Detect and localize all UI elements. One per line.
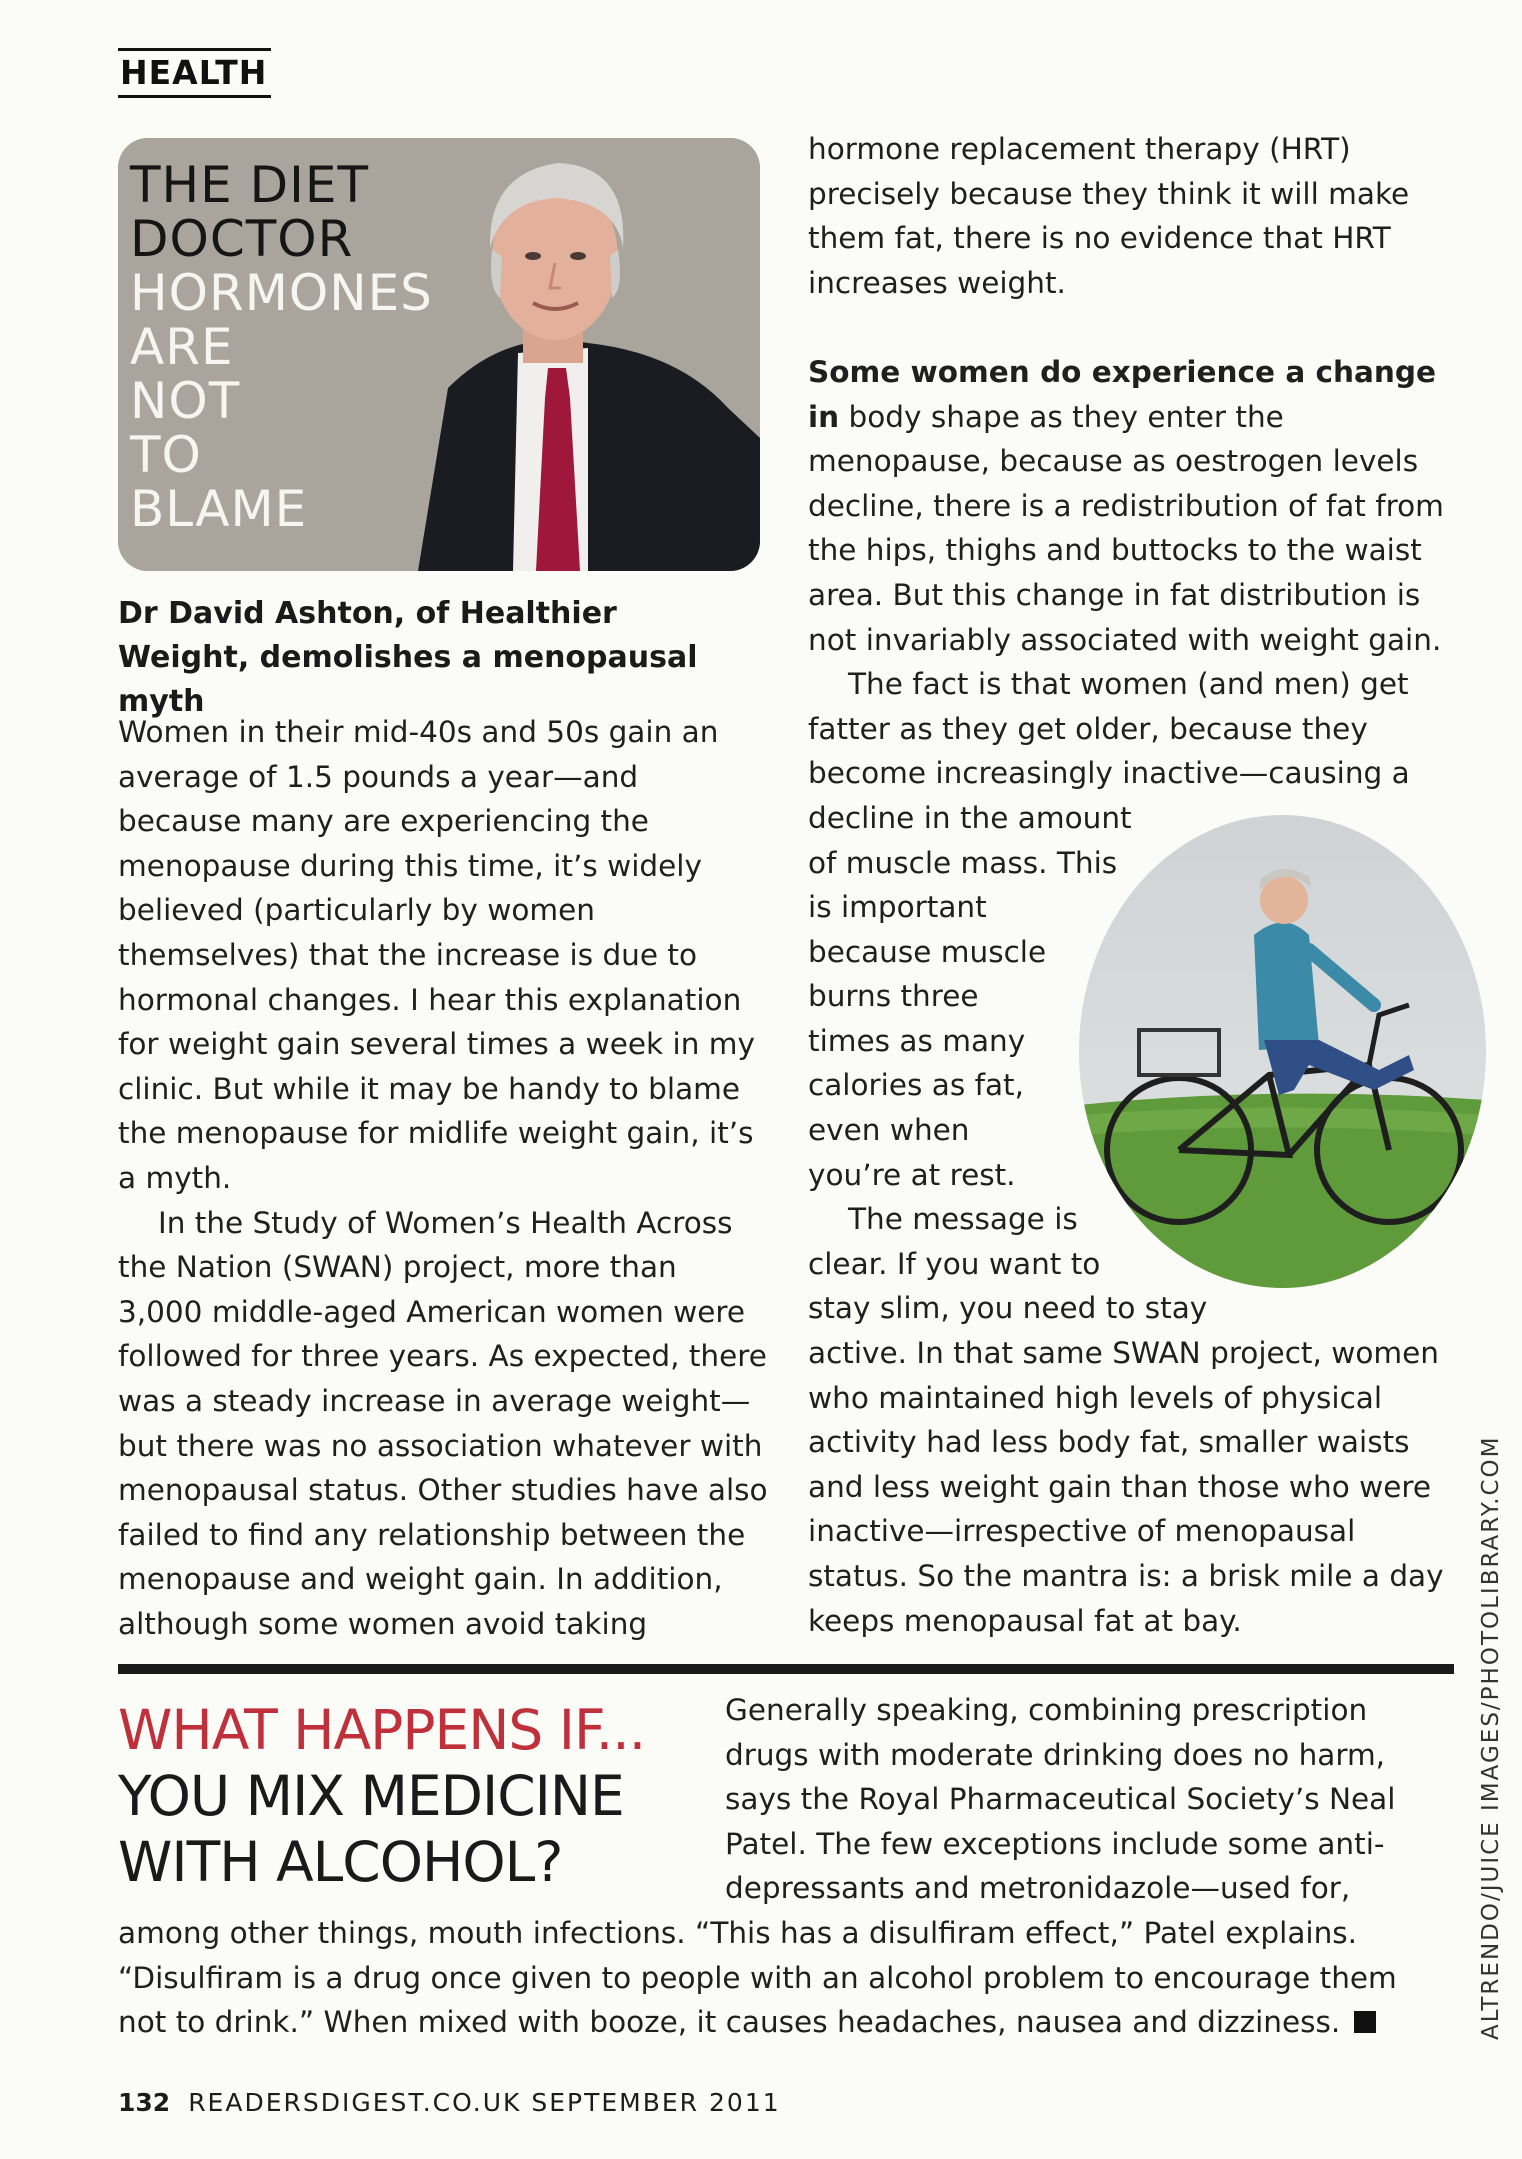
sidebar-text-bottom (118, 1911, 1448, 2045)
body-line: Generally speaking, combining prescription (725, 1693, 1368, 1727)
body-line: is important (808, 890, 987, 925)
body-text: body shape as they enter the menopause, because as oestrogen levels decline, there is a redistribution of fat from the hips, thighs and buttocks to the waist area. But this change in fat distribution is not invariably associated with weight gain. (808, 399, 1444, 657)
body-line: depressants and metronidazole—used for, (725, 1871, 1351, 1906)
body-line: among other things, mouth infections. “This has a disulfiram effect,” Patel explains. (118, 1916, 1358, 1950)
body-paragraph: hormone replacement therapy (HRT) precisely because they think it will make them fat, there is no evidence that HRT increases weight. (808, 132, 1410, 300)
cyclist-photo (1079, 815, 1486, 1288)
article-deck: Dr David Ashton, of Healthier Weight, demolishes a menopausal myth (118, 596, 698, 719)
photo-credit: ALTRENDO/JUICE IMAGES/PHOTOLIBRARY.COM (1478, 1435, 1504, 2040)
body-line: drugs with moderate drinking does no harm, (725, 1737, 1386, 1772)
body-paragraph (808, 350, 1458, 662)
body-line: decline in the amount (808, 800, 1132, 835)
body-paragraph: In the Study of Women’s Health Across the Nation (SWAN) project, more than 3,000 middle-aged American women were followed for three years. As expected, there was a steady increase in average weight—but there was no association whatever with menopausal status. Other studies have also failed to find any relationship between the menopause and weight gain. In addition, although some women avoid taking (118, 1205, 768, 1641)
page-footer (118, 2088, 781, 2117)
body-line: become increasingly inactive—causing a (808, 756, 1410, 791)
body-line: of muscle mass. This (808, 845, 1118, 880)
body-line: active. In that same SWAN project, women (808, 1336, 1439, 1371)
left-column (118, 710, 768, 1646)
publication-line: READERSDIGEST.CO.UK SEPTEMBER 2011 (188, 2088, 781, 2117)
sidebar-headline-red: WHAT HAPPENS IF... (118, 1698, 646, 1762)
body-line: Patel. The few exceptions include some anti- (725, 1826, 1385, 1861)
body-line: fatter as they get older, because they (808, 711, 1368, 746)
hero-title-line: HORMONES (130, 264, 433, 322)
body-line: who maintained high levels of physical (808, 1380, 1383, 1415)
sidebar-headline-line: WITH ALCOHOL? (118, 1830, 563, 1894)
section-divider (118, 1664, 1454, 1674)
page-number: 132 (118, 2088, 171, 2117)
body-line: times as many (808, 1023, 1026, 1058)
body-line: you’re at rest. (808, 1157, 1016, 1192)
hero-title-line: DOCTOR (130, 210, 354, 268)
hero-title-line: NOT (130, 372, 241, 430)
body-line: even when (808, 1113, 970, 1148)
body-line: The fact is that women (and men) get (848, 667, 1409, 702)
hero-title-line: BLAME (130, 480, 308, 538)
body-line: keeps menopausal fat at bay. (808, 1603, 1242, 1638)
body-line: stay slim, you need to stay (808, 1291, 1208, 1326)
paragraph-gap (808, 305, 1458, 350)
body-line: and less weight gain than those who were (808, 1469, 1432, 1504)
sidebar-headline-line: YOU MIX MEDICINE (118, 1764, 624, 1828)
end-square-icon (1354, 2011, 1376, 2033)
body-line (118, 2000, 1448, 2045)
body-line: burns three (808, 979, 979, 1014)
body-line: status. So the mantra is: a brisk mile a day (808, 1559, 1444, 1593)
body-line: inactive—irrespective of menopausal (808, 1514, 1356, 1549)
lead-in: Some women do experience a change in (808, 354, 1437, 434)
body-line: calories as fat, (808, 1068, 1024, 1103)
body-line: says the Royal Pharmaceutical Society’s Neal (725, 1782, 1396, 1817)
body-line: because muscle (808, 934, 1047, 969)
section-label: HEALTH (118, 48, 271, 98)
hero-title-line: THE DIET (130, 156, 370, 214)
body-line: activity had less body fat, smaller waists (808, 1425, 1410, 1460)
body-text: not to drink.” When mixed with booze, it causes headaches, nausea and dizziness. (118, 2005, 1341, 2040)
sidebar-headline (118, 1697, 718, 1895)
hero-title-line: TO (130, 426, 202, 484)
hero-title (130, 158, 510, 536)
body-line: The message is (848, 1202, 1078, 1237)
sidebar-text-top (725, 1688, 1425, 1911)
body-paragraph: Women in their mid-40s and 50s gain an average of 1.5 pounds a year—and because many are experiencing the menopause during this time, it’s widely believed (particularly by women themselves) that the increase is due to hormonal changes. I hear this explanation for weight gain several times a week in my clinic. But while it may be handy to blame the menopause for midlife weight gain, it’s a myth. (118, 715, 755, 1195)
hero-panel (118, 138, 760, 571)
body-line: clear. If you want to (808, 1246, 1101, 1281)
hero-title-line: ARE (130, 318, 234, 376)
body-line: “Disulfiram is a drug once given to people with an alcohol problem to encourage them (118, 1960, 1397, 1995)
